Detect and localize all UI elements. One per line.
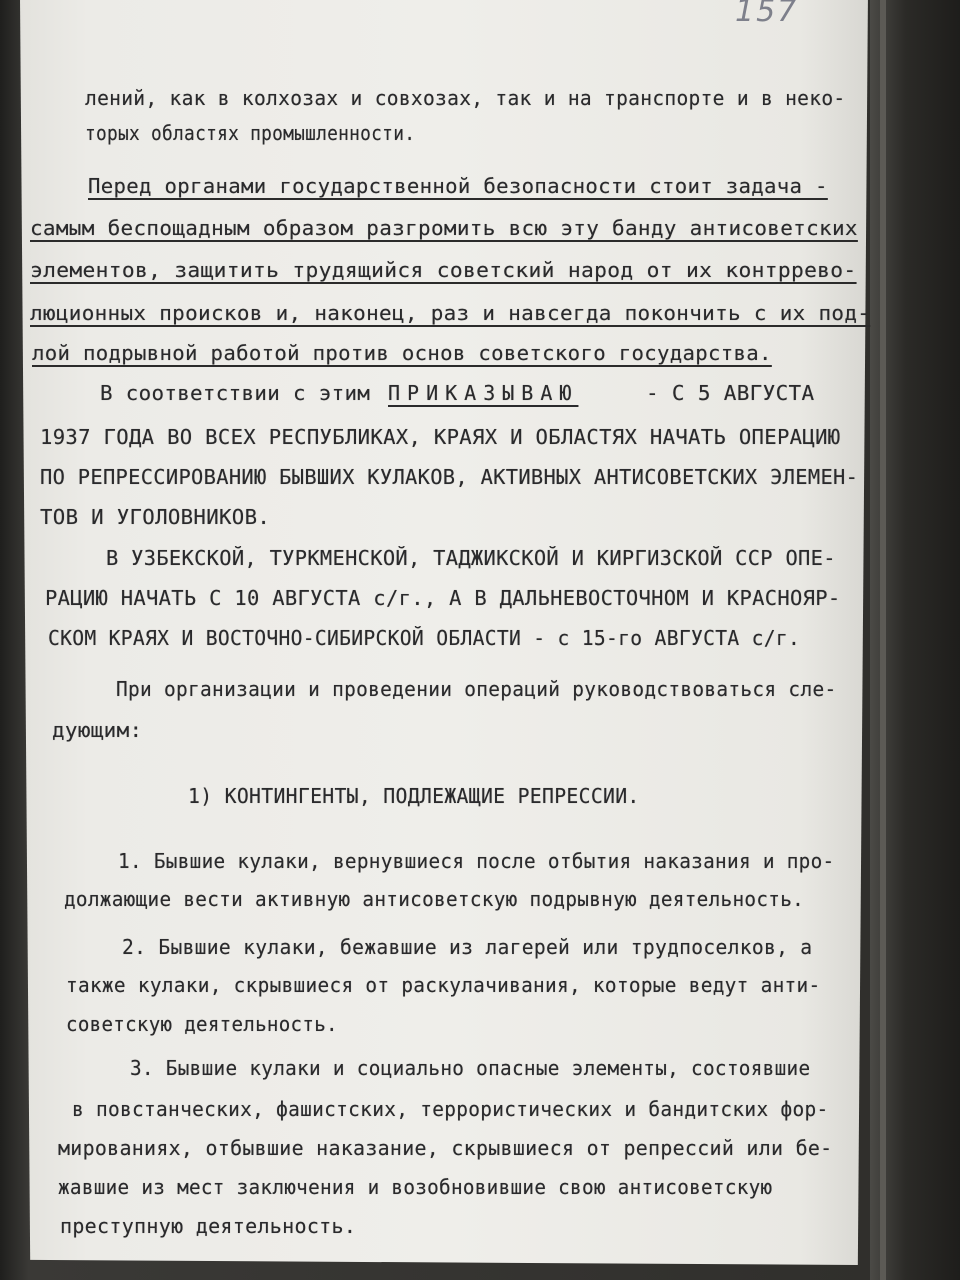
- text-line: ПО РЕПРЕССИРОВАНИЮ БЫВШИХ КУЛАКОВ, АКТИВНЫХ АНТИСОВЕТСКИХ ЭЛЕМЕН-: [40, 465, 859, 489]
- list-item-1: 1. Бывшие кулаки, вернувшиеся после отбытия наказания и про-: [118, 849, 835, 873]
- list-item-2: 2. Бывшие кулаки, бежавшие из лагерей или трудпоселков, а: [122, 935, 813, 959]
- text-line: РАЦИЮ НАЧАТЬ С 10 АВГУСТА с/г., А В ДАЛЬНЕВОСТОЧНОМ И КРАСНОЯР-: [45, 586, 841, 610]
- list-item-1-cont: должающие вести активную антисоветскую подрывную деятельность.: [64, 887, 805, 911]
- text-line: торых областях промышленности.: [85, 121, 416, 145]
- text-line: В соответствии с этим: [100, 381, 371, 405]
- text-line: 1937 ГОДА ВО ВСЕХ РЕСПУБЛИКАХ, КРАЯХ И ОБЛАСТЯХ НАЧАТЬ ОПЕРАЦИЮ: [40, 425, 841, 449]
- list-item-2-cont: советскую деятельность.: [66, 1012, 338, 1036]
- text-line: При организации и проведении операций руководствоваться сле-: [116, 677, 837, 701]
- order-keyword: ПРИКАЗЫВАЮ: [388, 381, 579, 405]
- underlined-line: элементов, защитить трудящийся советский народ от их контррево-: [30, 258, 857, 282]
- text-line: - С 5 АВГУСТА: [646, 381, 815, 405]
- list-item-3: 3. Бывшие кулаки и социально опасные элементы, состоявшие: [130, 1056, 811, 1080]
- underlined-line: люционных происков и, наконец, раз и навсегда покончить с их под-: [30, 301, 871, 325]
- text-line: В УЗБЕКСКОЙ, ТУРКМЕНСКОЙ, ТАДЖИКСКОЙ И КИРГИЗСКОЙ ССР ОПЕ-: [106, 546, 836, 570]
- text-line: дующим:: [52, 718, 143, 742]
- list-item-3-cont: преступную деятельность.: [60, 1214, 357, 1238]
- archive-page-number: 157: [735, 0, 799, 29]
- list-item-2-cont: также кулаки, скрывшиеся от раскулачивания, которые ведут анти-: [66, 973, 821, 997]
- text-line: лений, как в колхозах и совхозах, так и на транспорте и в неко-: [85, 86, 846, 110]
- text-line: ТОВ И УГОЛОВНИКОВ.: [40, 505, 271, 529]
- underlined-line: самым беспощадным образом разгромить всю эту банду антисоветских: [30, 216, 858, 240]
- list-item-3-cont: мированиях, отбывшие наказание, скрывшиеся от репрессий или бе-: [58, 1136, 833, 1160]
- underlined-line: Перед органами государственной безопасности стоит задача -: [88, 174, 828, 198]
- text-line: СКОМ КРАЯХ И ВОСТОЧНО-СИБИРСКОЙ ОБЛАСТИ - с 15-го АВГУСТА с/г.: [48, 626, 801, 650]
- list-item-3-cont: в повстанческих, фашистских, террористических и бандитских фор-: [72, 1097, 829, 1121]
- underlined-line: лой подрывной работой против основ советского государства.: [32, 341, 772, 365]
- list-item-3-cont: жавшие из мест заключения и возобновившие свою антисоветскую: [58, 1175, 773, 1199]
- frame-strip: [880, 0, 886, 1280]
- section-heading: 1) КОНТИНГЕНТЫ, ПОДЛЕЖАЩИЕ РЕПРЕССИИ.: [188, 784, 640, 808]
- display-case-frame: [870, 0, 960, 1280]
